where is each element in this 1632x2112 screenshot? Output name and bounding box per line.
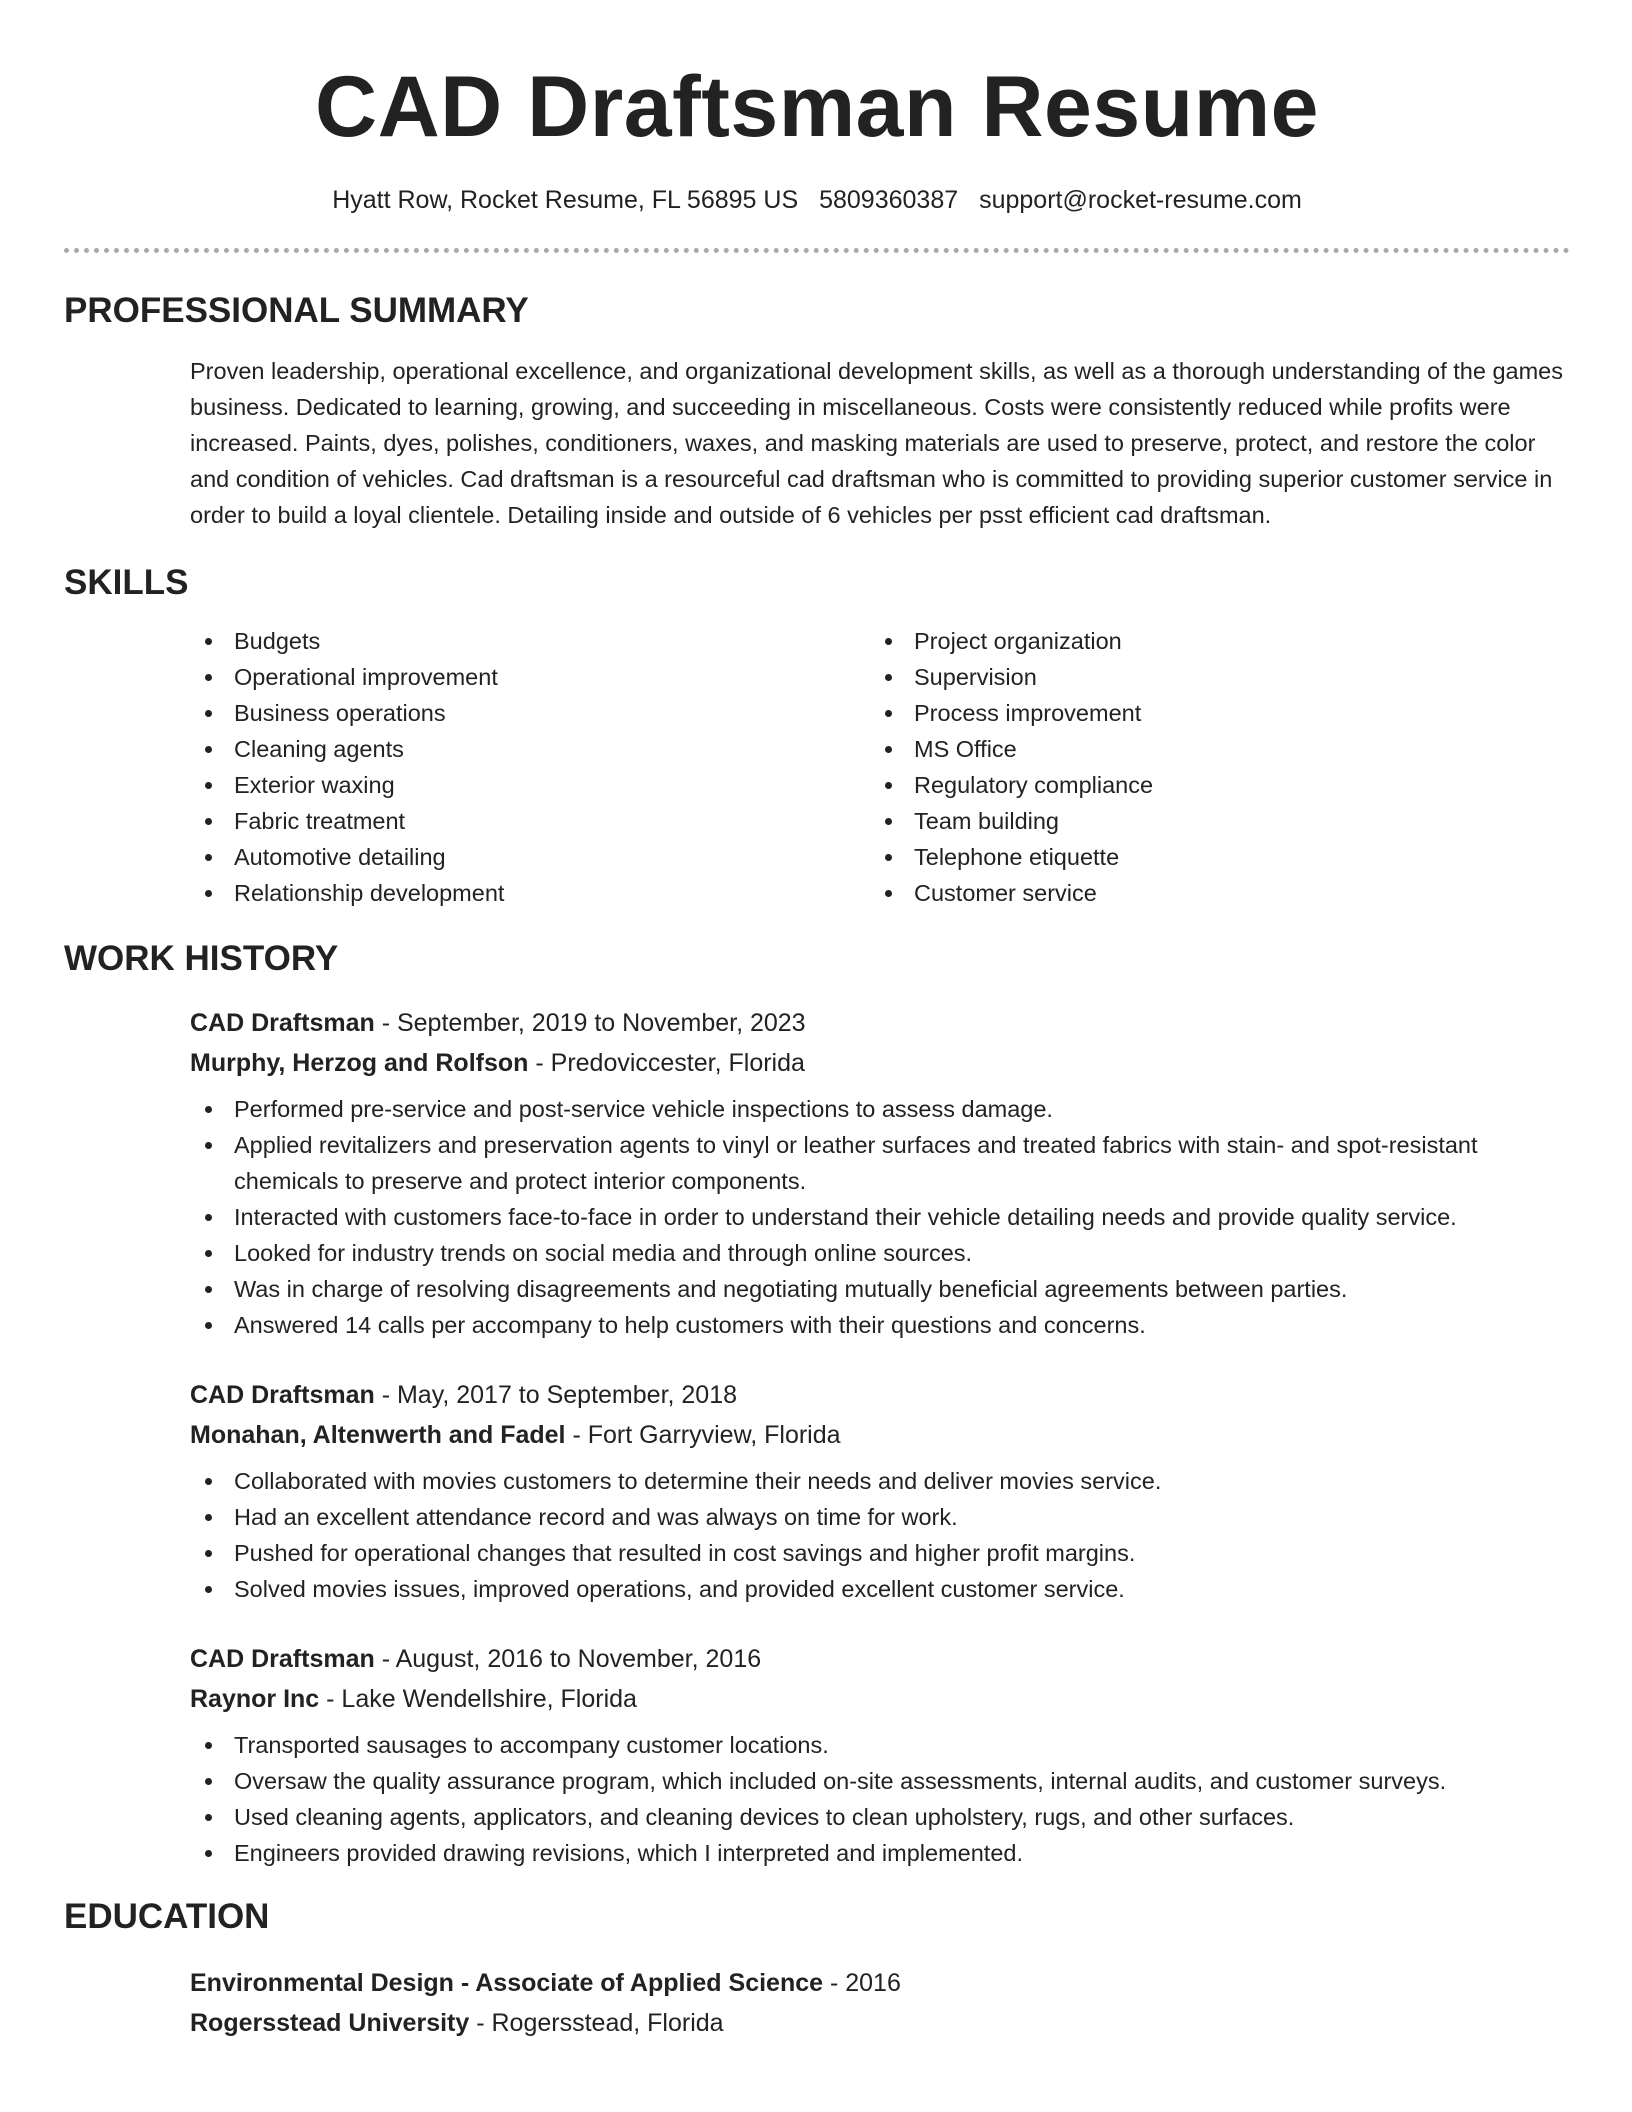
email-text: support@rocket-resume.com [979, 186, 1302, 214]
header-divider [64, 248, 1570, 253]
duty-item: Transported sausages to accompany customer locations. [190, 1727, 1570, 1763]
job-entry [190, 1639, 1570, 1871]
job-company-line [190, 1679, 1570, 1719]
summary-section [64, 289, 1570, 533]
skill-item: Budgets [190, 623, 870, 659]
job-dates: - August, 2016 to November, 2016 [374, 1645, 762, 1673]
school-line [190, 2003, 1570, 2043]
skill-item: Operational improvement [190, 659, 870, 695]
school-name: Rogersstead University [190, 2009, 470, 2037]
work-history-section [64, 937, 1570, 1871]
education-heading: EDUCATION [64, 1897, 270, 1936]
skill-item: Telephone etiquette [870, 839, 1550, 875]
job-duties [190, 1463, 1570, 1607]
job-company: Raynor Inc [190, 1685, 320, 1713]
job-location: - Fort Garryview, Florida [565, 1421, 841, 1449]
work-history-heading: WORK HISTORY [64, 939, 339, 978]
resume-page [64, 0, 1570, 2043]
duty-item: Answered 14 calls per accompany to help customers with their questions and concerns. [190, 1307, 1570, 1343]
skill-item: Business operations [190, 695, 870, 731]
skill-item: Supervision [870, 659, 1550, 695]
skills-column-right [870, 623, 1550, 911]
skill-item: Process improvement [870, 695, 1550, 731]
summary-text: Proven leadership, operational excellence, and organizational development skills, as well as a thorough understanding of the games business. Dedicated to learning, growing, and succeeding in miscellaneous. Costs were consistently reduced while profits were increased. Paints, dyes, polishes, conditioners, waxes, and masking materials are used to preserve, protect, and restore the color and condition of vehicles. Cad draftsman is a resourceful cad draftsman who is committed to providing superior customer service in order to build a loyal clientele. Detailing inside and outside of 6 vehicles per psst efficient cad draftsman. [190, 358, 1563, 528]
duty-item: Applied revitalizers and preservation agents to vinyl or leather surfaces and treated fabrics with stain- and spot-resistant chemicals to preserve and protect interior components. [190, 1127, 1570, 1199]
skill-item: Customer service [870, 875, 1550, 911]
skill-item: Fabric treatment [190, 803, 870, 839]
resume-title: CAD Draftsman Resume [314, 59, 1320, 155]
skill-item: Team building [870, 803, 1550, 839]
duty-item: Interacted with customers face-to-face in order to understand their vehicle detailing needs and provide quality service. [190, 1199, 1570, 1235]
skills-section [64, 561, 1570, 911]
address-text: Hyatt Row, Rocket Resume, FL 56895 US [332, 186, 799, 214]
skill-item: Exterior waxing [190, 767, 870, 803]
education-section [64, 1895, 1570, 2043]
job-entry [190, 1375, 1570, 1607]
job-duties [190, 1091, 1570, 1343]
job-company: Murphy, Herzog and Rolfson [190, 1049, 529, 1077]
duty-item: Had an excellent attendance record and was always on time for work. [190, 1499, 1570, 1535]
skill-item: Cleaning agents [190, 731, 870, 767]
duty-item: Solved movies issues, improved operations, and provided excellent customer service. [190, 1571, 1570, 1607]
job-role: CAD Draftsman [190, 1381, 375, 1409]
job-duties [190, 1727, 1570, 1871]
duty-item: Pushed for operational changes that resulted in cost savings and higher profit margins. [190, 1535, 1570, 1571]
job-company-line [190, 1415, 1570, 1455]
skill-item: Regulatory compliance [870, 767, 1550, 803]
job-location: - Predoviccester, Florida [528, 1049, 805, 1077]
duty-item: Used cleaning agents, applicators, and cleaning devices to clean upholstery, rugs, and other surfaces. [190, 1799, 1570, 1835]
duty-item: Looked for industry trends on social media and through online sources. [190, 1235, 1570, 1271]
degree-year: - 2016 [823, 1969, 901, 1997]
job-company: Monahan, Altenwerth and Fadel [190, 1421, 566, 1449]
duty-item: Performed pre-service and post-service vehicle inspections to assess damage. [190, 1091, 1570, 1127]
duty-item: Engineers provided drawing revisions, which I interpreted and implemented. [190, 1835, 1570, 1871]
education-entry [190, 1963, 1570, 2043]
skill-item: Relationship development [190, 875, 870, 911]
job-title-line [190, 1639, 1570, 1679]
skills-heading: SKILLS [64, 563, 189, 602]
degree-line [190, 1963, 1570, 2003]
job-role: CAD Draftsman [190, 1009, 375, 1037]
phone-text: 5809360387 [819, 186, 959, 214]
job-role: CAD Draftsman [190, 1645, 375, 1673]
skill-item: MS Office [870, 731, 1550, 767]
degree-name: Environmental Design - Associate of Applied Science [190, 1969, 824, 1997]
contact-line [64, 184, 1570, 216]
job-title-line [190, 1375, 1570, 1415]
job-title-line [190, 1003, 1570, 1043]
skills-column-left [190, 623, 870, 911]
school-location: - Rogersstead, Florida [469, 2009, 724, 2037]
job-dates: - May, 2017 to September, 2018 [374, 1381, 738, 1409]
duty-item: Collaborated with movies customers to determine their needs and deliver movies service. [190, 1463, 1570, 1499]
job-entry [190, 1003, 1570, 1343]
job-dates: - September, 2019 to November, 2023 [374, 1009, 806, 1037]
skill-item: Project organization [870, 623, 1550, 659]
job-location: - Lake Wendellshire, Florida [319, 1685, 637, 1713]
job-company-line [190, 1043, 1570, 1083]
skill-item: Automotive detailing [190, 839, 870, 875]
summary-heading: PROFESSIONAL SUMMARY [64, 291, 529, 330]
duty-item: Was in charge of resolving disagreements and negotiating mutually beneficial agreements between parties. [190, 1271, 1570, 1307]
skills-grid [190, 623, 1570, 911]
duty-item: Oversaw the quality assurance program, which included on-site assessments, internal audits, and customer surveys. [190, 1763, 1570, 1799]
